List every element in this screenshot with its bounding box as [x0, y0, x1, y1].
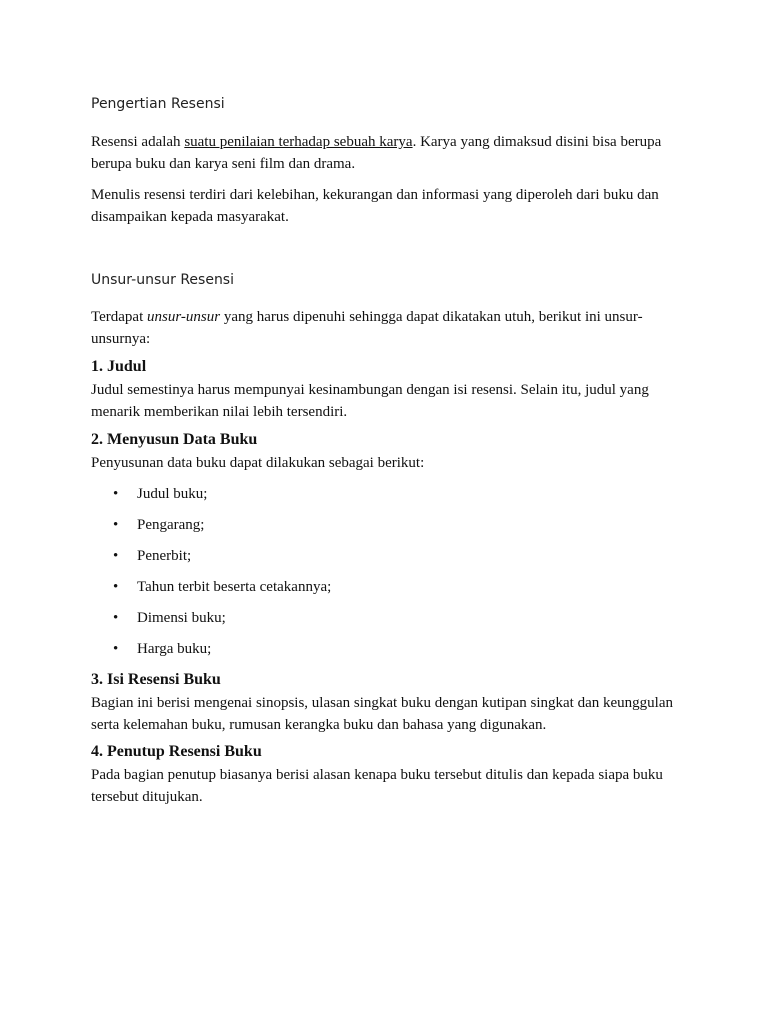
list-item-text: Dimensi buku; [137, 610, 226, 626]
list-item [91, 483, 691, 514]
heading-judul: 1. Judul [91, 358, 147, 375]
paragraph-intro-end: yang harus dipenuhi sehingga dapat dikatakan utuh, berikut ini unsur-unsurnya: [91, 309, 643, 347]
bullet-icon: • [113, 641, 119, 657]
paragraph-writing: Menulis resensi terdiri dari kelebihan, kekurangan dan informasi yang diperoleh dari buku dan disampaikan kepada masyarakat. [91, 187, 659, 225]
paragraph-definition [91, 131, 691, 175]
bullet-list [91, 483, 691, 669]
section-title-unsur: Unsur-unsur Resensi [91, 272, 234, 288]
heading-isi-resensi: 3. Isi Resensi Buku [91, 671, 221, 688]
bullet-icon: • [113, 548, 119, 564]
list-item-text: Harga buku; [137, 641, 212, 657]
list-item [91, 607, 691, 638]
list-item-text: Pengarang; [137, 517, 205, 533]
underlined-phrase: suatu penilaian terhadap sebuah karya [184, 134, 413, 150]
list-item-text: Penerbit; [137, 548, 192, 564]
paragraph-definition-end: . Karya yang dimaksud disini bisa berupa berupa buku dan karya seni film dan drama. [91, 134, 662, 172]
paragraph-intro-start: Terdapat [91, 309, 148, 325]
list-item [91, 514, 691, 545]
paragraph-definition-start: Resensi adalah [91, 134, 185, 150]
bullet-icon: • [113, 486, 119, 502]
paragraph-intro [91, 306, 691, 350]
section-title-pengertian: Pengertian Resensi [91, 96, 225, 112]
paragraph-penutup: Pada bagian penutup biasanya berisi alasan kenapa buku tersebut ditulis dan kepada siapa buku tersebut ditujukan. [91, 767, 663, 805]
bullet-icon: • [113, 517, 119, 533]
paragraph-judul: Judul semestinya harus mempunyai kesinambungan dengan isi resensi. Selain itu, judul yang menarik memberikan nilai lebih tersendiri. [91, 382, 649, 420]
list-item [91, 638, 691, 669]
italic-phrase: unsur-unsur [147, 309, 221, 325]
paragraph-isi-resensi: Bagian ini berisi mengenai sinopsis, ulasan singkat buku dengan kutipan singkat dan keunggulan serta kelemahan buku, rumusan kerangka buku dan bahasa yang digunakan. [91, 695, 673, 733]
list-item [91, 545, 691, 576]
heading-penutup: 4. Penutup Resensi Buku [91, 743, 262, 760]
bullet-icon: • [113, 579, 119, 595]
list-item [91, 576, 691, 607]
list-item-text: Tahun terbit beserta cetakannya; [137, 579, 332, 595]
bullet-icon: • [113, 610, 119, 626]
list-item-text: Judul buku; [137, 486, 208, 502]
heading-data-buku: 2. Menyusun Data Buku [91, 431, 258, 448]
paragraph-data-buku: Penyusunan data buku dapat dilakukan sebagai berikut: [91, 455, 425, 471]
